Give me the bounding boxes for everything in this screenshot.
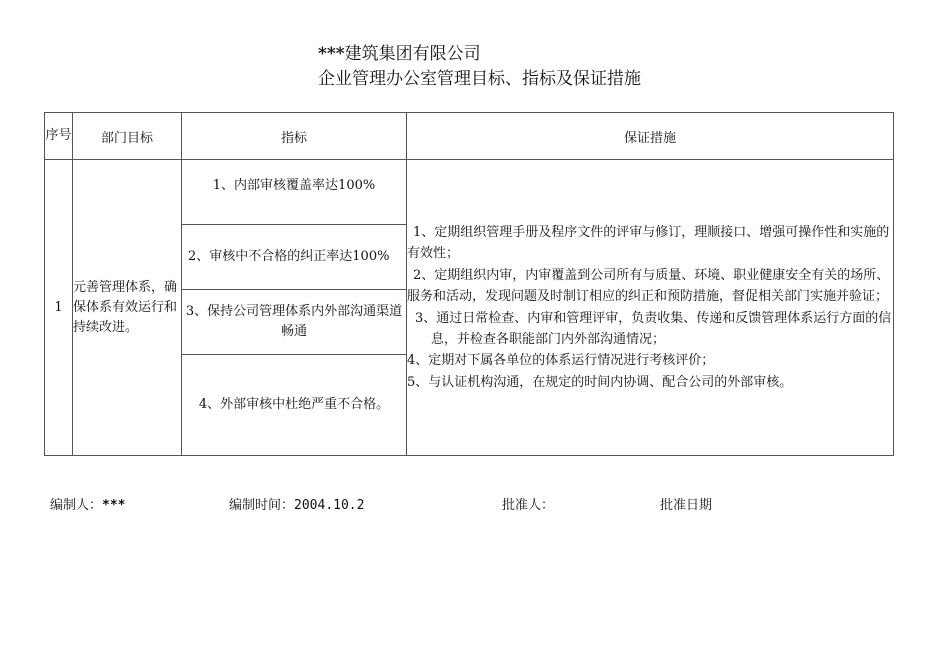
company-name-text: 建筑集团有限公司 — [344, 44, 481, 64]
editor-field — [50, 494, 126, 513]
header-goal: 部门目标 — [73, 113, 182, 160]
document-title: 企业管理办公室管理目标、指标及保证措施 — [318, 69, 641, 89]
index-item-4: 4、外部审核中杜绝严重不合格。 — [182, 355, 407, 456]
company-name — [318, 42, 641, 67]
measure-item-4: 4、定期对下属各单位的体系运行情况进行考核评价； — [407, 353, 715, 369]
approver-label: 批准人： — [502, 498, 555, 513]
approval-date-field — [660, 494, 712, 513]
date-value: 2004.10.2 — [294, 498, 365, 513]
measure-item-3: 3、通过日常检查、内审和管理评审，负责收集、传递和反馈管理体系运行方面的信息，并检查各职能部门内外部沟通情况； — [415, 310, 892, 347]
index-item-1: 1、内部审核覆盖率达100% — [182, 160, 407, 225]
document-header — [318, 42, 641, 92]
header-seq: 序号 — [45, 113, 73, 160]
measure-item-1: 1、定期组织管理手册及程序文件的评审与修订，理顺接口、增强可操作性和实施的有效性； — [407, 224, 890, 262]
measure-item-2: 2、定期组织内审，内审覆盖到公司所有与质量、环境、职业健康安全有关的场所、服务和活动，发现问题及时制订相应的纠正和预防措施，督促相关部门实施并验证； — [407, 267, 890, 305]
editor-value: *** — [102, 498, 126, 513]
measures-cell — [407, 160, 894, 456]
table-row — [45, 160, 894, 225]
header-measures: 保证措施 — [407, 113, 894, 160]
date-label: 编制时间： — [229, 498, 295, 513]
table-header-row — [45, 113, 894, 160]
index-item-2: 2、审核中不合格的纠正率达100% — [182, 225, 407, 290]
approval-date-label: 批准日期 — [660, 498, 713, 513]
row-goal: 元善管理体系，确保体系有效运行和持续改进。 — [73, 160, 182, 456]
date-field — [229, 494, 364, 513]
header-index: 指标 — [182, 113, 407, 160]
approver-field — [502, 494, 554, 513]
index-item-3: 3、保持公司管理体系内外部沟通渠道畅通 — [182, 290, 407, 355]
editor-label: 编制人： — [50, 498, 103, 513]
measure-item-5: 5、与认证机构沟通，在规定的时间内协调、配合公司的外部审核。 — [407, 374, 793, 390]
company-name-stars: *** — [318, 44, 345, 64]
goals-table — [44, 112, 894, 456]
row-seq: 1 — [45, 160, 73, 456]
